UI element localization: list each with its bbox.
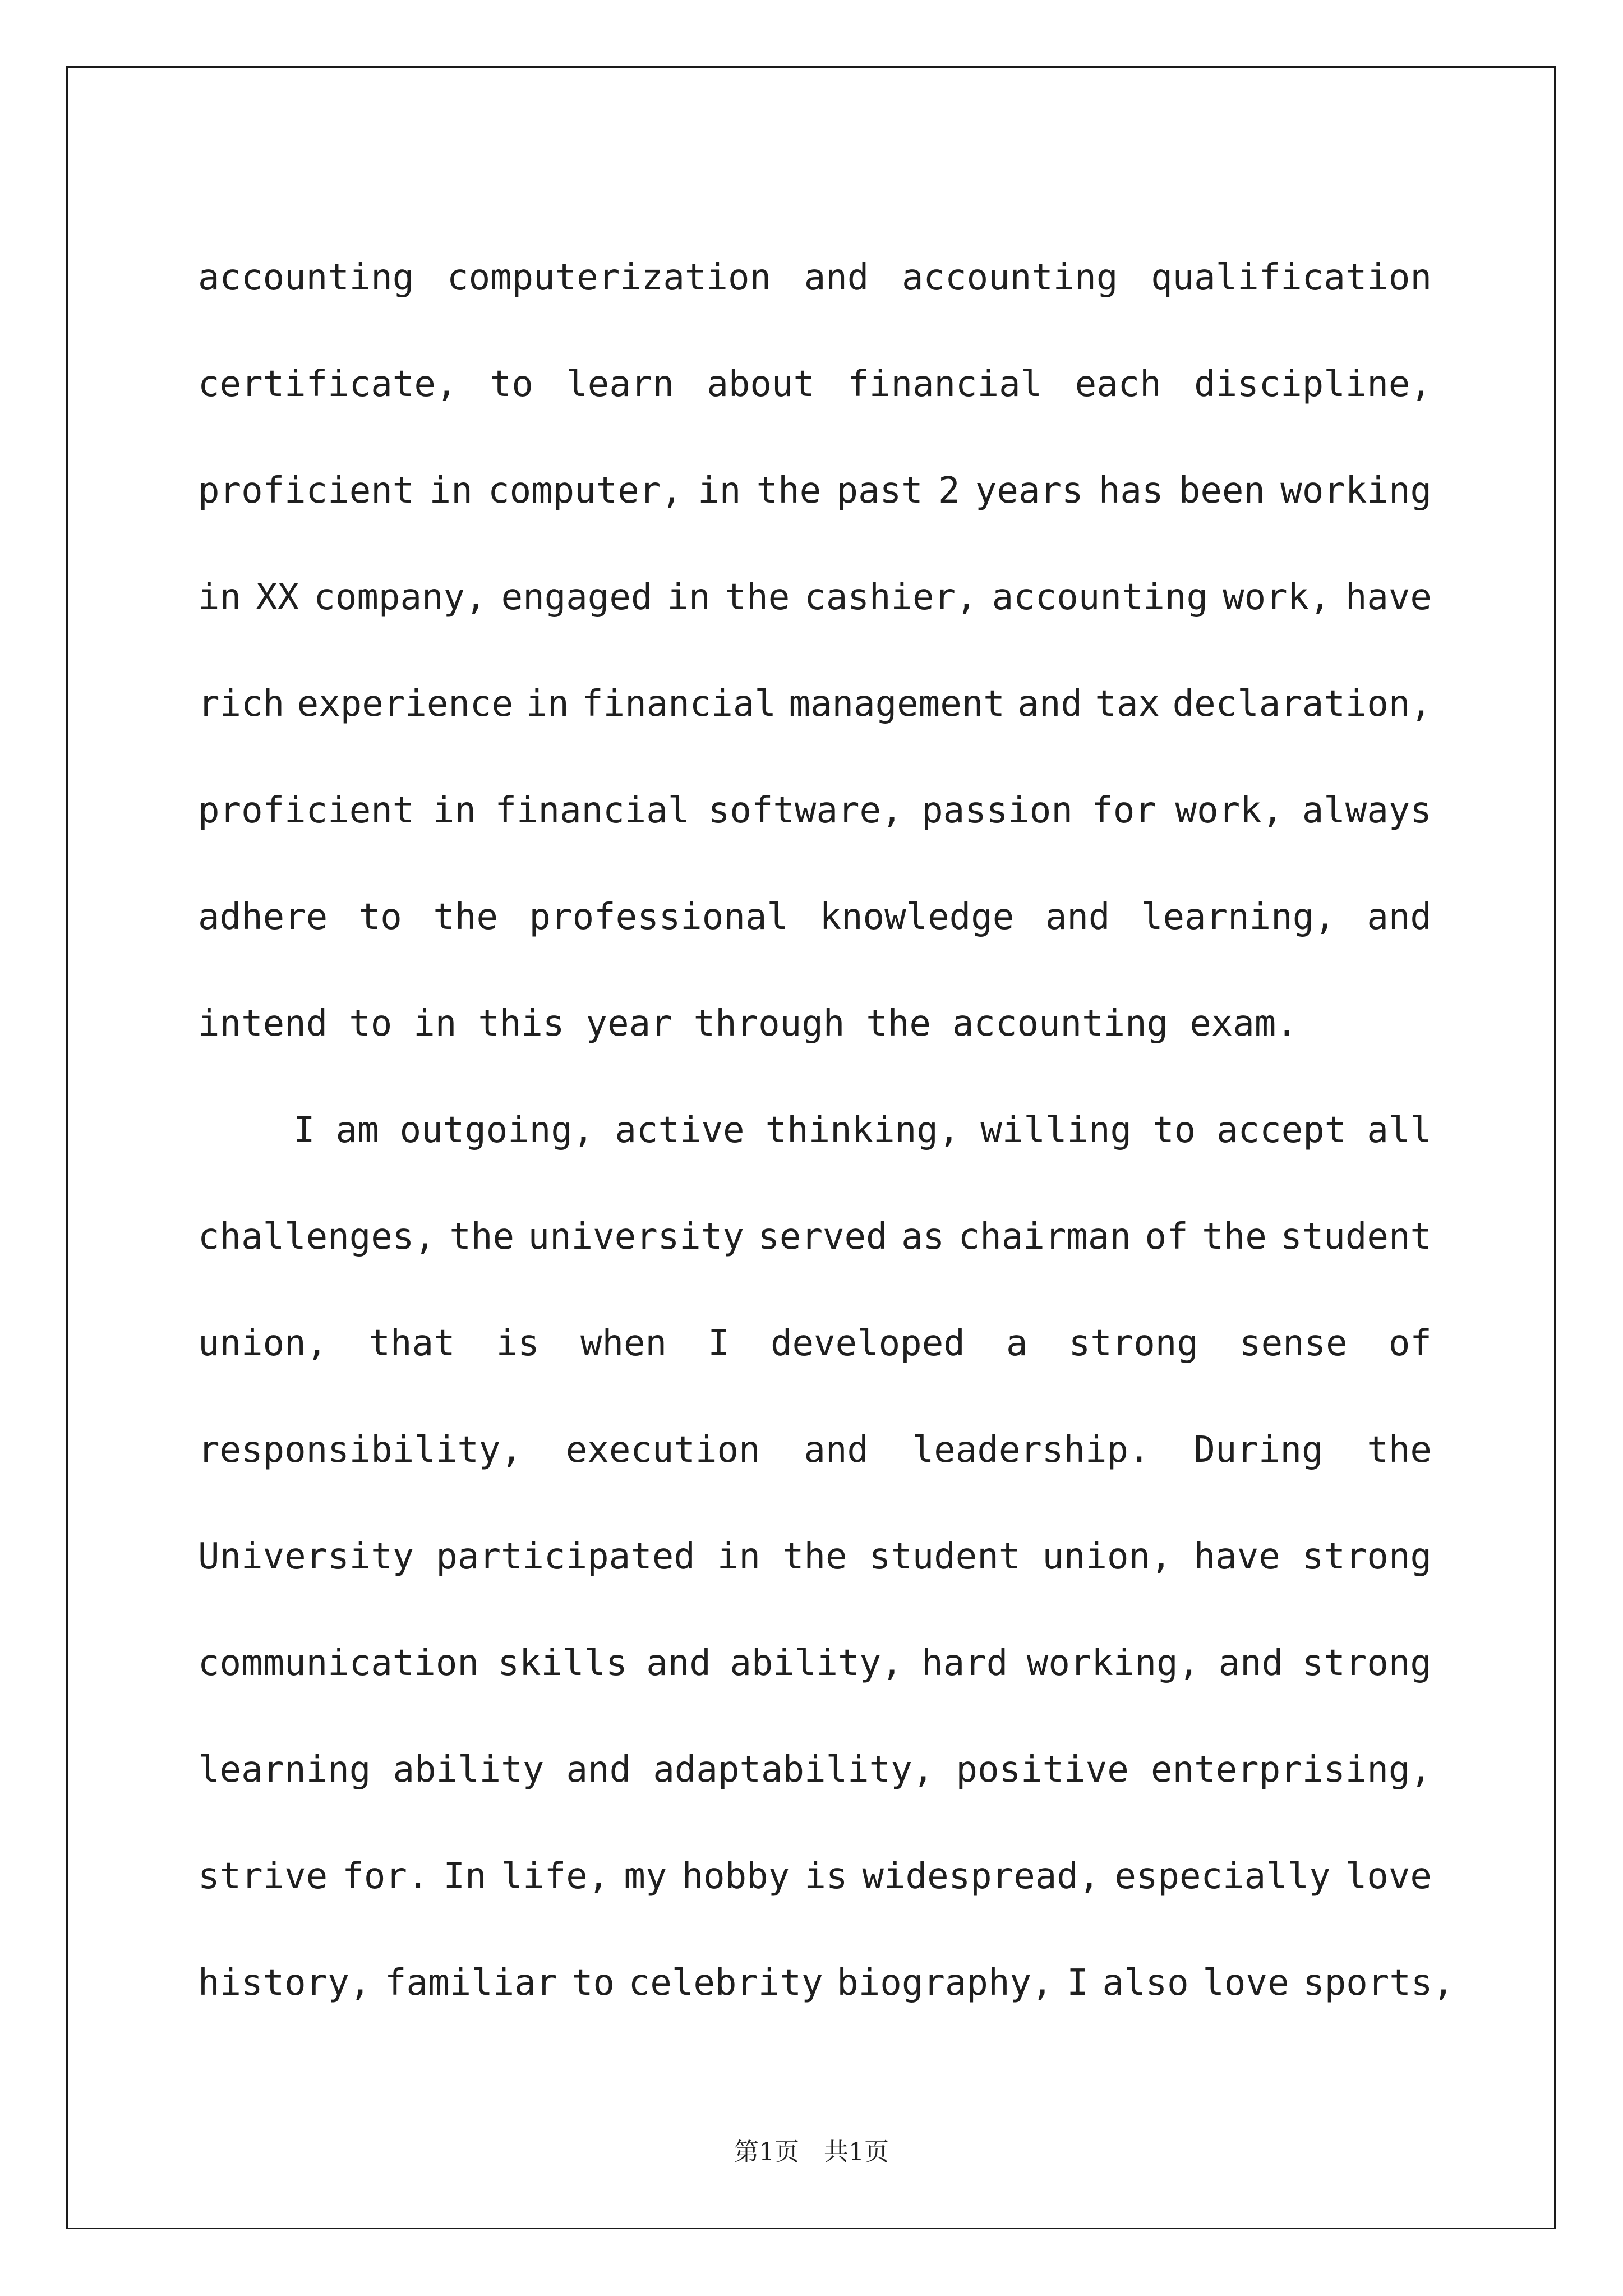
word: 2 xyxy=(938,470,960,512)
word: qualification xyxy=(1151,257,1432,298)
word: learn xyxy=(566,364,674,405)
word: ability, xyxy=(730,1642,903,1684)
word: responsibility, xyxy=(198,1429,522,1471)
word: union, xyxy=(198,1323,328,1364)
word: working, xyxy=(1026,1642,1200,1684)
word: in xyxy=(667,577,711,618)
word: to xyxy=(349,1003,393,1045)
word: XX xyxy=(256,577,299,618)
text-line xyxy=(198,757,1432,864)
word: strong xyxy=(1068,1323,1198,1364)
word: active xyxy=(615,1110,745,1151)
word: adaptability, xyxy=(653,1749,934,1791)
word: years xyxy=(975,470,1083,512)
word: to xyxy=(571,1962,615,2004)
word: and xyxy=(804,1429,869,1471)
word: to xyxy=(1152,1110,1196,1151)
word: the xyxy=(1202,1216,1267,1258)
word: accept xyxy=(1216,1110,1347,1151)
word: learning, xyxy=(1141,896,1336,938)
word: financial xyxy=(847,364,1043,405)
word: execution xyxy=(565,1429,760,1471)
word: university xyxy=(528,1216,744,1258)
word: challenges, xyxy=(198,1216,436,1258)
word: tax xyxy=(1095,683,1160,725)
word: in xyxy=(429,470,473,512)
word: chairman xyxy=(958,1216,1131,1258)
word: sense xyxy=(1239,1323,1348,1364)
word: strive xyxy=(198,1856,328,1897)
word: discipline, xyxy=(1194,364,1432,405)
word: in xyxy=(525,683,569,725)
word: widespread, xyxy=(862,1856,1100,1897)
word: passion xyxy=(921,790,1073,831)
word: is xyxy=(804,1856,848,1897)
word: union, xyxy=(1042,1536,1172,1577)
word: and xyxy=(646,1642,711,1684)
word: skills xyxy=(497,1642,628,1684)
word: the xyxy=(866,1003,931,1045)
word: intend xyxy=(198,1003,328,1045)
word: proficient xyxy=(198,790,414,831)
word: the xyxy=(725,577,790,618)
word: my xyxy=(624,1856,667,1897)
word: professional xyxy=(529,896,789,938)
word: computer, xyxy=(488,470,683,512)
word: past xyxy=(836,470,923,512)
word: I xyxy=(1067,1962,1089,2004)
word: and xyxy=(1218,1642,1284,1684)
word: served xyxy=(758,1216,888,1258)
word: been xyxy=(1178,470,1265,512)
word: communication xyxy=(198,1642,479,1684)
word: to xyxy=(358,896,402,938)
word: when xyxy=(580,1323,667,1364)
word: hard xyxy=(921,1642,1008,1684)
word: strong xyxy=(1302,1536,1432,1577)
word: as xyxy=(901,1216,945,1258)
word: has xyxy=(1098,470,1164,512)
word: in xyxy=(717,1536,760,1577)
word: through xyxy=(693,1003,845,1045)
word: engaged xyxy=(501,577,653,618)
word: also xyxy=(1102,1962,1189,2004)
word: in xyxy=(432,790,476,831)
word: In xyxy=(443,1856,487,1897)
word: celebrity xyxy=(628,1962,823,2004)
text-line xyxy=(198,1717,1432,1823)
word: sports, xyxy=(1303,1962,1454,2004)
word: life, xyxy=(501,1856,610,1897)
text-line xyxy=(198,1290,1432,1397)
word: learning xyxy=(198,1749,371,1791)
word: outgoing, xyxy=(399,1110,594,1151)
document-body xyxy=(198,224,1454,2036)
word: love xyxy=(1345,1856,1432,1897)
word: software, xyxy=(708,790,903,831)
word: and xyxy=(1367,896,1432,938)
word: computerization xyxy=(447,257,771,298)
word: the xyxy=(756,470,822,512)
word: and xyxy=(1017,683,1082,725)
text-line xyxy=(198,1610,1432,1717)
word: love xyxy=(1202,1962,1289,2004)
word: in xyxy=(413,1003,457,1045)
word: During xyxy=(1193,1429,1324,1471)
word: a xyxy=(1006,1323,1028,1364)
word: hobby xyxy=(681,1856,790,1897)
word: of xyxy=(1145,1216,1188,1258)
word: the xyxy=(449,1216,514,1258)
text-line xyxy=(198,1077,1432,1184)
text-line xyxy=(198,651,1432,757)
word: of xyxy=(1388,1323,1432,1364)
text-line xyxy=(198,864,1432,970)
text-line xyxy=(198,970,1432,1077)
page-footer: 第1页 共1页 xyxy=(734,2138,889,2166)
word: always xyxy=(1302,790,1432,831)
word: year xyxy=(585,1003,672,1045)
word: accounting xyxy=(902,257,1118,298)
text-line xyxy=(198,1397,1432,1503)
word: familiar xyxy=(384,1962,558,2004)
word: to xyxy=(490,364,533,405)
word: company, xyxy=(313,577,487,618)
word: proficient xyxy=(198,470,414,512)
word: have xyxy=(1345,577,1432,618)
word: for. xyxy=(342,1856,429,1897)
text-line xyxy=(198,224,1432,331)
word: in xyxy=(198,577,242,618)
word: developed xyxy=(770,1323,965,1364)
word: knowledge xyxy=(819,896,1015,938)
word: that xyxy=(368,1323,455,1364)
word: certificate, xyxy=(198,364,458,405)
text-line xyxy=(198,331,1432,438)
word: willing xyxy=(980,1110,1132,1151)
word: financial xyxy=(495,790,690,831)
word: adhere xyxy=(198,896,328,938)
word: exam. xyxy=(1189,1003,1298,1045)
word: and xyxy=(1045,896,1110,938)
word: working xyxy=(1280,470,1432,512)
word: strong xyxy=(1302,1642,1432,1684)
text-line xyxy=(198,1823,1432,1930)
word: cashier, xyxy=(804,577,978,618)
word: rich xyxy=(198,683,285,725)
text-line xyxy=(198,1503,1432,1610)
word: University xyxy=(198,1536,414,1577)
word: all xyxy=(1367,1110,1432,1151)
word: biography, xyxy=(837,1962,1053,2004)
word: for xyxy=(1091,790,1156,831)
word: the xyxy=(1367,1429,1432,1471)
word: have xyxy=(1193,1536,1280,1577)
word: and xyxy=(804,257,869,298)
word: I xyxy=(293,1110,315,1151)
word: and xyxy=(566,1749,631,1791)
word: positive xyxy=(956,1749,1129,1791)
word: experience xyxy=(297,683,513,725)
word: the xyxy=(782,1536,847,1577)
word: student xyxy=(869,1536,1021,1577)
word: leadership. xyxy=(912,1429,1150,1471)
word: I xyxy=(708,1323,730,1364)
text-line xyxy=(198,1930,1454,2036)
word: history, xyxy=(198,1962,371,2004)
word: work, xyxy=(1175,790,1284,831)
word: work, xyxy=(1223,577,1331,618)
word: declaration, xyxy=(1172,683,1432,725)
word: about xyxy=(707,364,815,405)
text-line xyxy=(198,544,1432,651)
word: accounting xyxy=(952,1003,1169,1045)
word: am xyxy=(335,1110,379,1151)
word: participated xyxy=(436,1536,695,1577)
word: in xyxy=(698,470,741,512)
word: accounting xyxy=(198,257,414,298)
word: financial xyxy=(582,683,776,725)
word: thinking, xyxy=(765,1110,960,1151)
word: is xyxy=(496,1323,540,1364)
word: especially xyxy=(1114,1856,1331,1897)
word: each xyxy=(1075,364,1161,405)
text-line xyxy=(198,438,1432,544)
word: accounting xyxy=(992,577,1208,618)
word: the xyxy=(433,896,498,938)
word: ability xyxy=(393,1749,545,1791)
text-line xyxy=(198,1184,1432,1290)
word: management xyxy=(789,683,1005,725)
word: student xyxy=(1280,1216,1432,1258)
word: this xyxy=(478,1003,565,1045)
word: enterprising, xyxy=(1151,1749,1432,1791)
